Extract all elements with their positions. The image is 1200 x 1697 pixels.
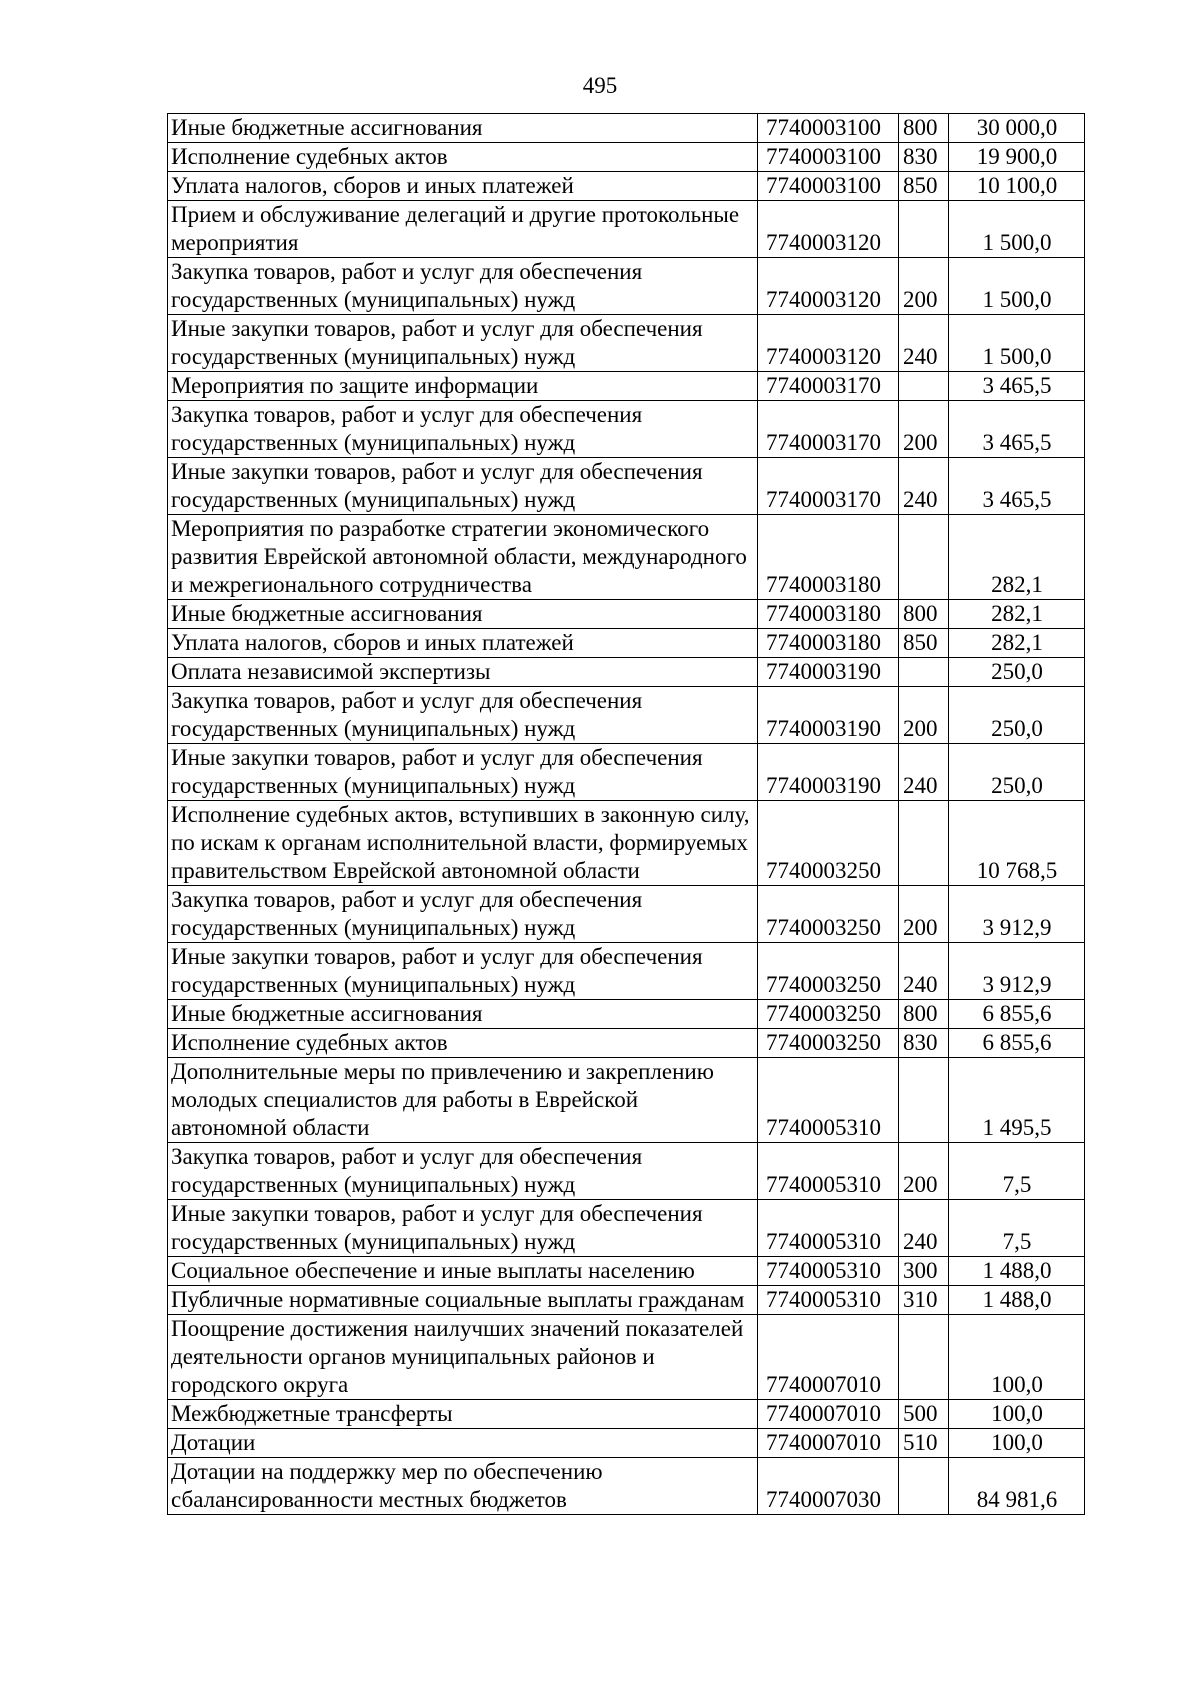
row-code-cell: 7740007030: [758, 1458, 899, 1515]
row-expense-type-cell: 240: [899, 1200, 949, 1257]
row-code-cell: 7740003180: [758, 629, 899, 658]
row-sum-cell: 1 500,0: [949, 258, 1085, 315]
table-row: [168, 600, 1085, 629]
row-expense-type-cell: 850: [899, 629, 949, 658]
row-expense-type-cell: 800: [899, 600, 949, 629]
row-name-cell: Иные закупки товаров, работ и услуг для обеспечения государственных (муниципальных) нужд: [168, 458, 758, 515]
table-row: [168, 143, 1085, 172]
row-expense-type-cell: [899, 515, 949, 600]
row-name-cell: Уплата налогов, сборов и иных платежей: [168, 172, 758, 201]
row-sum-cell: 282,1: [949, 600, 1085, 629]
table-row: [168, 114, 1085, 143]
row-sum-cell: 1 488,0: [949, 1286, 1085, 1315]
table-row: [168, 172, 1085, 201]
row-expense-type-cell: [899, 372, 949, 401]
row-sum-cell: 100,0: [949, 1429, 1085, 1458]
row-sum-cell: 100,0: [949, 1400, 1085, 1429]
row-code-cell: 7740003250: [758, 943, 899, 1000]
row-expense-type-cell: 800: [899, 1000, 949, 1029]
page-number: 495: [582, 73, 618, 98]
row-code-cell: 7740005310: [758, 1257, 899, 1286]
row-name-cell: Оплата независимой экспертизы: [168, 658, 758, 687]
row-name-cell: Межбюджетные трансферты: [168, 1400, 758, 1429]
row-code-cell: 7740007010: [758, 1315, 899, 1400]
row-expense-type-cell: 200: [899, 886, 949, 943]
row-name-cell: Закупка товаров, работ и услуг для обеспечения государственных (муниципальных) нужд: [168, 886, 758, 943]
table-row: [168, 1000, 1085, 1029]
row-sum-cell: 3 465,5: [949, 372, 1085, 401]
row-expense-type-cell: 830: [899, 1029, 949, 1058]
table-row: [168, 658, 1085, 687]
row-name-cell: Мероприятия по защите информации: [168, 372, 758, 401]
table-row: [168, 1429, 1085, 1458]
row-code-cell: 7740005310: [758, 1200, 899, 1257]
row-sum-cell: 10 768,5: [949, 801, 1085, 886]
row-code-cell: 7740003100: [758, 172, 899, 201]
row-sum-cell: 6 855,6: [949, 1029, 1085, 1058]
row-name-cell: Исполнение судебных актов: [168, 143, 758, 172]
row-sum-cell: 282,1: [949, 629, 1085, 658]
table-row: [168, 629, 1085, 658]
row-code-cell: 7740003190: [758, 658, 899, 687]
table-row: [168, 801, 1085, 886]
row-code-cell: 7740003190: [758, 744, 899, 801]
row-code-cell: 7740005310: [758, 1058, 899, 1143]
row-code-cell: 7740003250: [758, 801, 899, 886]
row-code-cell: 7740003170: [758, 458, 899, 515]
row-code-cell: 7740003190: [758, 687, 899, 744]
row-sum-cell: 1 500,0: [949, 315, 1085, 372]
row-code-cell: 7740007010: [758, 1429, 899, 1458]
row-code-cell: 7740003180: [758, 600, 899, 629]
row-name-cell: Исполнение судебных актов, вступивших в законную силу, по искам к органам исполнительной власти, формируемых правительством Еврейской автономной области: [168, 801, 758, 886]
row-expense-type-cell: 240: [899, 315, 949, 372]
table-row: [168, 315, 1085, 372]
row-expense-type-cell: 800: [899, 114, 949, 143]
table-row: [168, 258, 1085, 315]
row-sum-cell: 1 500,0: [949, 201, 1085, 258]
row-sum-cell: 84 981,6: [949, 1458, 1085, 1515]
row-name-cell: Иные закупки товаров, работ и услуг для обеспечения государственных (муниципальных) нужд: [168, 1200, 758, 1257]
row-name-cell: Иные закупки товаров, работ и услуг для обеспечения государственных (муниципальных) нужд: [168, 943, 758, 1000]
row-expense-type-cell: 240: [899, 943, 949, 1000]
row-sum-cell: 250,0: [949, 658, 1085, 687]
row-name-cell: Дотации: [168, 1429, 758, 1458]
row-name-cell: Иные бюджетные ассигнования: [168, 1000, 758, 1029]
row-name-cell: Социальное обеспечение и иные выплаты населению: [168, 1257, 758, 1286]
row-code-cell: 7740005310: [758, 1143, 899, 1200]
row-name-cell: Поощрение достижения наилучших значений показателей деятельности органов муниципальных районов и городского округа: [168, 1315, 758, 1400]
table-row: [168, 1286, 1085, 1315]
row-expense-type-cell: [899, 1058, 949, 1143]
table-row: [168, 1029, 1085, 1058]
row-expense-type-cell: 240: [899, 458, 949, 515]
row-code-cell: 7740003170: [758, 372, 899, 401]
row-code-cell: 7740003250: [758, 1000, 899, 1029]
row-sum-cell: 3 465,5: [949, 458, 1085, 515]
budget-table: [167, 113, 1085, 1515]
row-expense-type-cell: 240: [899, 744, 949, 801]
row-expense-type-cell: [899, 658, 949, 687]
row-expense-type-cell: [899, 1458, 949, 1515]
row-name-cell: Исполнение судебных актов: [168, 1029, 758, 1058]
row-expense-type-cell: 500: [899, 1400, 949, 1429]
row-expense-type-cell: [899, 201, 949, 258]
row-name-cell: Прием и обслуживание делегаций и другие протокольные мероприятия: [168, 201, 758, 258]
row-sum-cell: 10 100,0: [949, 172, 1085, 201]
row-expense-type-cell: [899, 1315, 949, 1400]
row-code-cell: 7740003250: [758, 886, 899, 943]
row-code-cell: 7740005310: [758, 1286, 899, 1315]
row-name-cell: Иные бюджетные ассигнования: [168, 114, 758, 143]
row-sum-cell: 3 912,9: [949, 943, 1085, 1000]
row-expense-type-cell: 300: [899, 1257, 949, 1286]
row-sum-cell: 7,5: [949, 1200, 1085, 1257]
table-row: [168, 401, 1085, 458]
row-sum-cell: 3 912,9: [949, 886, 1085, 943]
row-expense-type-cell: 200: [899, 258, 949, 315]
row-expense-type-cell: 850: [899, 172, 949, 201]
row-code-cell: 7740003180: [758, 515, 899, 600]
row-code-cell: 7740003100: [758, 143, 899, 172]
table-row: [168, 687, 1085, 744]
row-sum-cell: 3 465,5: [949, 401, 1085, 458]
table-row: [168, 372, 1085, 401]
row-name-cell: Дополнительные меры по привлечению и закреплению молодых специалистов для работы в Еврейской автономной области: [168, 1058, 758, 1143]
row-name-cell: Закупка товаров, работ и услуг для обеспечения государственных (муниципальных) нужд: [168, 258, 758, 315]
row-sum-cell: 250,0: [949, 687, 1085, 744]
row-sum-cell: 6 855,6: [949, 1000, 1085, 1029]
row-expense-type-cell: 830: [899, 143, 949, 172]
row-sum-cell: 100,0: [949, 1315, 1085, 1400]
table-row: [168, 1058, 1085, 1143]
row-code-cell: 7740003250: [758, 1029, 899, 1058]
row-name-cell: Закупка товаров, работ и услуг для обеспечения государственных (муниципальных) нужд: [168, 687, 758, 744]
row-sum-cell: 7,5: [949, 1143, 1085, 1200]
row-code-cell: 7740007010: [758, 1400, 899, 1429]
row-name-cell: Закупка товаров, работ и услуг для обеспечения государственных (муниципальных) нужд: [168, 401, 758, 458]
row-name-cell: Закупка товаров, работ и услуг для обеспечения государственных (муниципальных) нужд: [168, 1143, 758, 1200]
row-sum-cell: 282,1: [949, 515, 1085, 600]
row-sum-cell: 1 495,5: [949, 1058, 1085, 1143]
table-row: [168, 458, 1085, 515]
row-name-cell: Уплата налогов, сборов и иных платежей: [168, 629, 758, 658]
row-sum-cell: 19 900,0: [949, 143, 1085, 172]
row-name-cell: Иные закупки товаров, работ и услуг для обеспечения государственных (муниципальных) нужд: [168, 744, 758, 801]
row-code-cell: 7740003120: [758, 258, 899, 315]
row-code-cell: 7740003100: [758, 114, 899, 143]
row-expense-type-cell: 510: [899, 1429, 949, 1458]
row-expense-type-cell: 200: [899, 1143, 949, 1200]
table-row: [168, 744, 1085, 801]
table-row: [168, 886, 1085, 943]
table-row: [168, 1257, 1085, 1286]
row-name-cell: Мероприятия по разработке стратегии экономического развития Еврейской автономной области, международного и межрегионального сотрудничества: [168, 515, 758, 600]
table-row: [168, 1143, 1085, 1200]
row-code-cell: 7740003120: [758, 315, 899, 372]
row-code-cell: 7740003120: [758, 201, 899, 258]
table-row: [168, 515, 1085, 600]
table-row: [168, 201, 1085, 258]
row-expense-type-cell: 200: [899, 401, 949, 458]
table-row: [168, 1315, 1085, 1400]
row-name-cell: Публичные нормативные социальные выплаты гражданам: [168, 1286, 758, 1315]
table-row: [168, 1200, 1085, 1257]
row-expense-type-cell: 200: [899, 687, 949, 744]
row-expense-type-cell: 310: [899, 1286, 949, 1315]
budget-table-body: [168, 114, 1085, 1515]
row-sum-cell: 30 000,0: [949, 114, 1085, 143]
row-sum-cell: 250,0: [949, 744, 1085, 801]
row-name-cell: Дотации на поддержку мер по обеспечению сбалансированности местных бюджетов: [168, 1458, 758, 1515]
table-row: [168, 1400, 1085, 1429]
table-row: [168, 943, 1085, 1000]
row-name-cell: Иные бюджетные ассигнования: [168, 600, 758, 629]
row-name-cell: Иные закупки товаров, работ и услуг для обеспечения государственных (муниципальных) нужд: [168, 315, 758, 372]
table-row: [168, 1458, 1085, 1515]
row-sum-cell: 1 488,0: [949, 1257, 1085, 1286]
row-expense-type-cell: [899, 801, 949, 886]
row-code-cell: 7740003170: [758, 401, 899, 458]
